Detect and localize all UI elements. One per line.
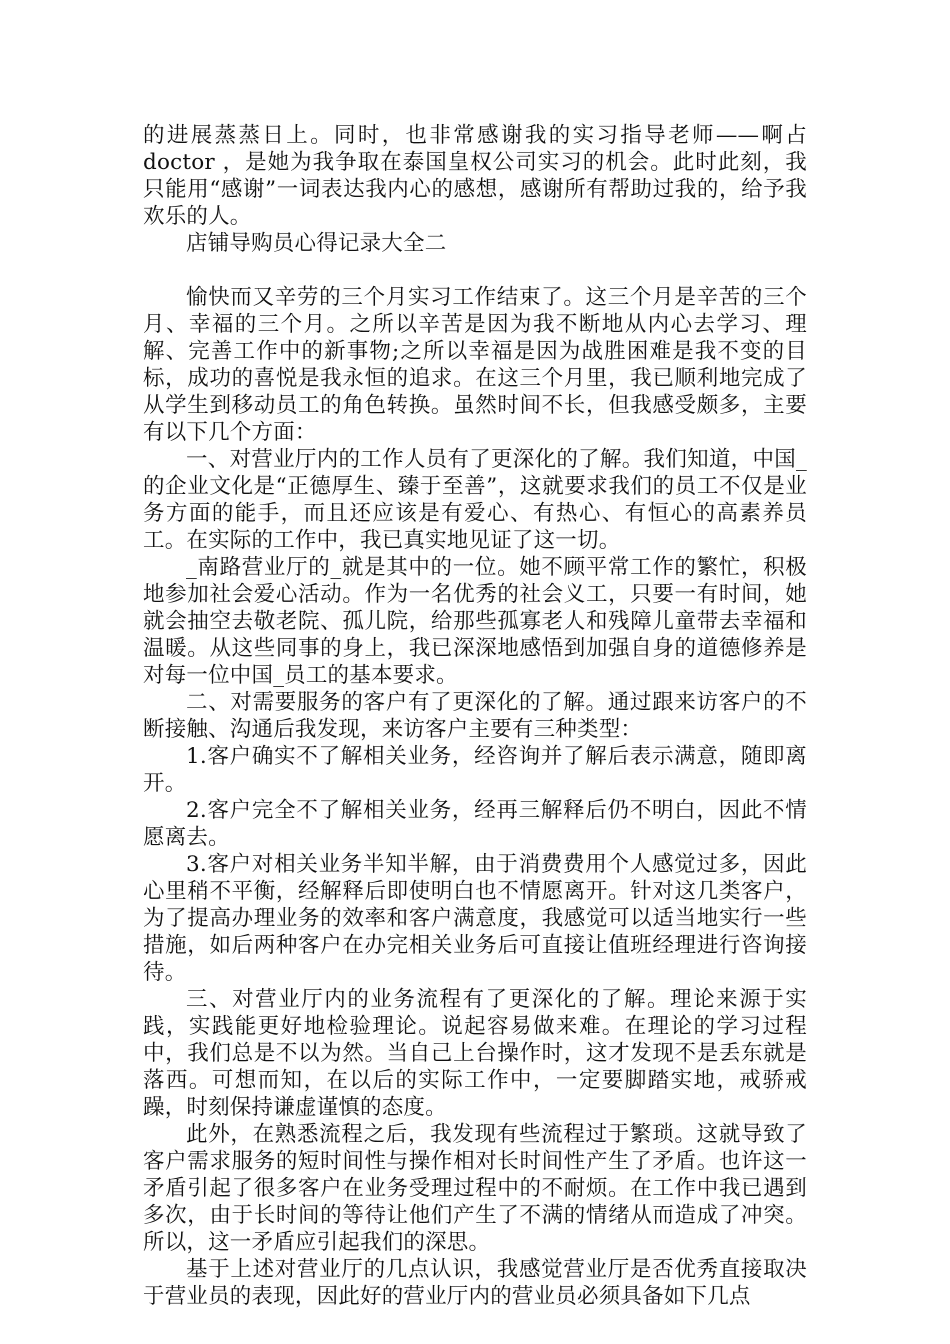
list-item: 2.客户完全不了解相关业务，经再三解释后仍不明白，因此不情愿离去。	[143, 798, 807, 850]
paragraph: 二、对需要服务的客户有了更深化的了解。通过跟来访客户的不断接触、沟通后我发现，来访客户主要有三种类型：	[143, 690, 807, 742]
paragraph: 三、对营业厅内的业务流程有了更深化的了解。理论来源于实践，实践能更好地检验理论。说起容易做来难。在理论的学习过程中，我们总是不以为然。当自己上台操作时，这才发现不是丢东就是落西。可想而知，在以后的实际工作中，一定要脚踏实地，戒骄戒躁，时刻保持谦虚谨慎的态度。	[143, 987, 807, 1120]
document-body	[143, 122, 807, 1310]
paragraph: 一、对营业厅内的工作人员有了更深化的了解。我们知道，中国_的企业文化是“正德厚生、臻于至善”，这就要求我们的员工不仅是业务方面的能手，而且还应该是有爱心、有热心、有恒心的高素养员工。在实际的工作中，我已真实地见证了这一切。	[143, 447, 807, 553]
intro-paragraph: 的进展蒸蒸日上。同时，也非常感谢我的实习指导老师——啊占doctor ，是她为我争取在泰国皇权公司实习的机会。此时此刻，我只能用“感谢”一词表达我内心的感想，感谢所有帮助过我的，给予我欢乐的人。	[143, 123, 807, 229]
list-item: 1.客户确实不了解相关业务，经咨询并了解后表示满意，随即离开。	[143, 744, 807, 796]
paragraph: _南路营业厅的_就是其中的一位。她不顾平常工作的繁忙，积极地参加社会爱心活动。作为一名优秀的社会义工，只要一有时间，她就会抽空去敬老院、孤儿院，给那些孤寡老人和残障儿童带去幸福和温暖。从这些同事的身上，我已深深地感悟到加强自身的道德修养是对每一位中国_员工的基本要求。	[143, 555, 807, 688]
section-title: 店铺导购员心得记录大全二	[186, 231, 447, 256]
list-item: 3.客户对相关业务半知半解，由于消费费用个人感觉过多，因此心里稍不平衡，经解释后即使明白也不情愿离开。针对这几类客户，为了提高办理业务的效率和客户满意度，我感觉可以适当地实行一些措施，如后两种客户在办完相关业务后可直接让值班经理进行咨询接待。	[143, 852, 807, 985]
paragraph: 基于上述对营业厅的几点认识，我感觉营业厅是否优秀直接取决于营业员的表现，因此好的营业厅内的营业员必须具备如下几点	[143, 1257, 807, 1309]
blank-line	[143, 257, 807, 284]
paragraph: 此外，在熟悉流程之后，我发现有些流程过于繁琐。这就导致了客户需求服务的短时间性与操作相对长时间性产生了矛盾。也许这一矛盾引起了很多客户在业务受理过程中的不耐烦。在工作中我已遇到多次，由于长时间的等待让他们产生了不满的情绪从而造成了冲突。所以，这一矛盾应引起我们的深思。	[143, 1122, 807, 1255]
paragraph: 愉快而又辛劳的三个月实习工作结束了。这三个月是辛苦的三个月、幸福的三个月。之所以辛苦是因为我不断地从内心去学习、理解、完善工作中的新事物;之所以幸福是因为战胜困难是我不变的目标，成功的喜悦是我永恒的追求。在这三个月里，我已顺利地完成了从学生到移动员工的角色转换。虽然时间不长，但我感受颇多，主要有以下几个方面：	[143, 285, 807, 445]
